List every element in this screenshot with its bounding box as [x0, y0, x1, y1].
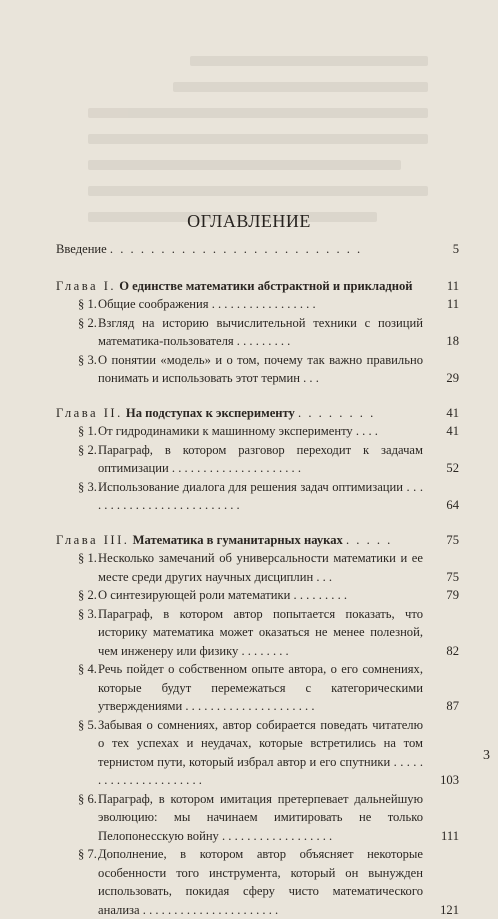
section-title: Взгляд на историю вычислительной техники с позиций математика-пользователя . . . . . . . . . [78, 314, 423, 351]
section-number: § 1. [78, 549, 97, 568]
chapter-heading[interactable] [56, 277, 459, 296]
section-number: § 3. [78, 351, 97, 370]
section-number: § 1. [78, 422, 97, 441]
section-number: § 4. [78, 660, 97, 679]
section-number: § 1. [78, 295, 97, 314]
page-title: ОГЛАВЛЕНИЕ [0, 211, 498, 232]
section-number: § 3. [78, 478, 97, 497]
page-ref: 79 [446, 586, 459, 605]
page-ref: 75 [446, 568, 459, 587]
chapter-heading[interactable] [56, 531, 459, 550]
section-title: О понятии «модель» и о том, почему так важно правильно понимать и использовать этот термин . . . [78, 351, 423, 388]
leader-dots: . . . . . . . . [298, 406, 375, 420]
section-title: Забывая о сомнениях, автор собирается поведать читателю о тех успехах и неудачах, которые встретились на том тернистом пути, который избрал автор и его спутники . . . . . . . . . . . . . . . . . . . . . . [78, 716, 423, 790]
section-entry[interactable] [56, 605, 459, 661]
show-through-text [88, 40, 428, 210]
section-title: Дополнение, в котором автор объясняет некоторые особенности того инструмента, который он вынужден использовать, покидая сферу чисто математического анализа . . . . . . . . . . . . . . . . . . . . . . [78, 845, 423, 919]
section-entry[interactable] [56, 845, 459, 919]
section-title: Параграф, в котором разговор переходит к задачам оптимизации . . . . . . . . . . . . . . . . . . . . . [78, 441, 423, 478]
section-number: § 5. [78, 716, 97, 735]
page-ref: 18 [446, 332, 459, 351]
section-entry[interactable] [56, 660, 459, 716]
section-title: От гидродинамики к машинному эксперименту . . . . [78, 422, 423, 441]
section-number: § 2. [78, 441, 97, 460]
page-ref: 87 [446, 697, 459, 716]
page-ref: 103 [440, 771, 459, 790]
page-ref: 11 [447, 295, 459, 314]
section-entry[interactable] [56, 549, 459, 586]
section-entry[interactable] [56, 441, 459, 478]
section-entry[interactable] [56, 716, 459, 790]
section-title: Речь пойдет о собственном опыте автора, о его сомнениях, которые будут перемежаться с категорическими утверждениями . . . . . . . . . . . . . . . . . . . . . [78, 660, 423, 716]
chapter-title: О единстве математики абстрактной и прикладной [119, 279, 412, 293]
page-ref: 121 [440, 901, 459, 919]
section-title: Параграф, в котором автор попытается показать, что историку математика может оказаться не менее полезной, чем инженеру или физику . . . . . . . . [78, 605, 423, 661]
section-title: Использование диалога для решения задач оптимизации . . . . . . . . . . . . . . . . . . . . . . . . . . [78, 478, 423, 515]
chapter-number: Глава II. [56, 406, 123, 420]
table-of-contents [56, 240, 459, 919]
section-number: § 6. [78, 790, 97, 809]
section-title: О синтезирующей роли математики . . . . . . . . . [78, 586, 423, 605]
chapter-title: На подступах к эксперименту [126, 406, 295, 420]
chapter-number: Глава I. [56, 279, 116, 293]
leader-dots: . . . . . [346, 533, 392, 547]
page-ref: 82 [446, 642, 459, 661]
section-entry[interactable] [56, 422, 459, 441]
chapter-heading[interactable] [56, 404, 459, 423]
section-number: § 2. [78, 314, 97, 333]
section-number: § 3. [78, 605, 97, 624]
page-ref: 41 [446, 422, 459, 441]
section-entry[interactable] [56, 586, 459, 605]
section-number: § 7. [78, 845, 97, 864]
page-ref: 29 [446, 369, 459, 388]
chapter-number: Глава III. [56, 533, 129, 547]
section-title: Параграф, в котором имитация претерпевает дальнейшую эволюцию: мы начинаем имитировать не только Пелопонесскую войну . . . . . . . . . . . . . . . . . . [78, 790, 423, 846]
section-entry[interactable] [56, 790, 459, 846]
chapter-gap [56, 515, 459, 531]
section-entry[interactable] [56, 478, 459, 515]
chapter-title: Математика в гуманитарных науках [133, 533, 343, 547]
chapter-gap [56, 388, 459, 404]
section-entry[interactable] [56, 351, 459, 388]
page-ref: 111 [441, 827, 459, 846]
page-ref: 5 [453, 240, 459, 259]
section-entry[interactable] [56, 295, 459, 314]
page-ref: 64 [446, 496, 459, 515]
section-title: Общие соображения . . . . . . . . . . . . . . . . . [78, 295, 423, 314]
toc-entry-intro[interactable] [56, 240, 459, 259]
toc-entry-label: Введение [56, 242, 107, 256]
leader-dots: . . . . . . . . . . . . . . . . . . . . . . . . . [110, 242, 362, 256]
page-ref: 52 [446, 459, 459, 478]
section-title: Несколько замечаний об универсальности математики и ее месте среди других научных дисциплин . . . [78, 549, 423, 586]
section-number: § 2. [78, 586, 97, 605]
section-entry[interactable] [56, 314, 459, 351]
page-ref: 75 [446, 531, 459, 550]
page-number: 3 [483, 748, 490, 764]
page-ref: 41 [446, 404, 459, 423]
page-ref: 11 [447, 277, 459, 296]
